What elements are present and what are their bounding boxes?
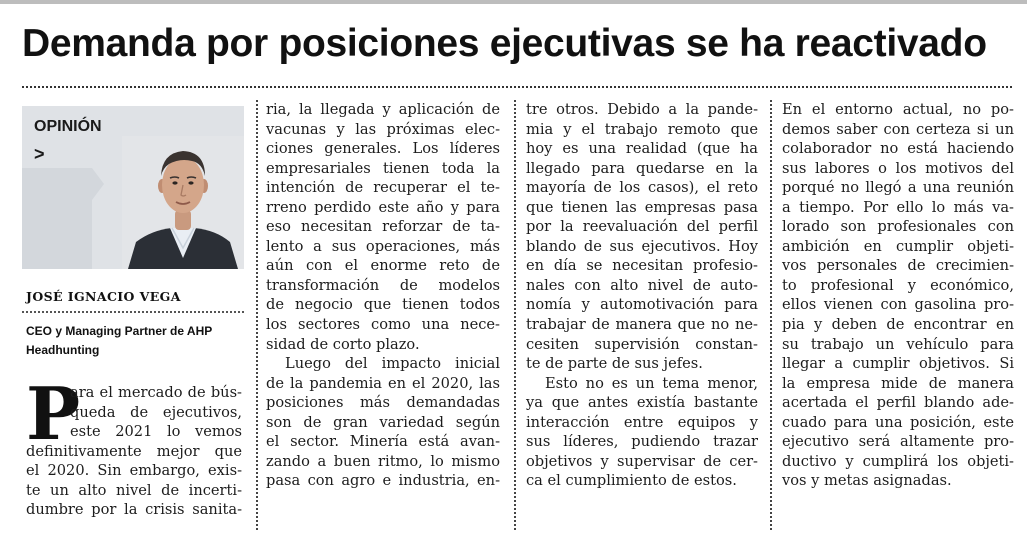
chevron-right-icon: > bbox=[34, 144, 45, 164]
text-line: lorado son profesionales con bbox=[782, 218, 1014, 236]
text-line: de la pandemia en el 2020, las bbox=[266, 374, 500, 392]
text-line: nales con alto nivel de auto- bbox=[526, 276, 758, 294]
text-line: vos y metas asignadas. bbox=[782, 472, 952, 490]
text-line: sidad de corto plazo. bbox=[266, 335, 420, 353]
headline-divider bbox=[22, 86, 1012, 88]
text-line: mayoría de los casos), el reto bbox=[526, 179, 758, 197]
text-line: demos saber con certeza si un bbox=[782, 120, 1014, 138]
text-line: empresariales tienen toda la bbox=[266, 159, 500, 177]
text-line: el sector. Minería está avan- bbox=[266, 433, 500, 451]
text-line: este 2021 lo vemos bbox=[70, 423, 242, 441]
text-line: te de parte de sus jefes. bbox=[526, 355, 703, 373]
text-line: definitivamente mejor que bbox=[26, 442, 242, 460]
author-divider bbox=[22, 311, 244, 313]
text-line: que tienen las empresas pasa bbox=[526, 198, 758, 216]
text-line: vos personales de crecimien- bbox=[782, 257, 1014, 275]
text-line: zando a buen ritmo, lo mismo bbox=[266, 452, 500, 470]
text-line: vacunas y las próximas elec- bbox=[266, 120, 500, 138]
text-line: cuado para una posición, este bbox=[782, 413, 1014, 431]
text-line: En el entorno actual, no po- bbox=[782, 101, 1014, 118]
text-line: tre otros. Debido a la pande- bbox=[526, 101, 758, 118]
text-line: colaborador no está haciendo bbox=[782, 140, 1014, 158]
text-line: el 2020. Sin embargo, exis- bbox=[26, 462, 242, 480]
text-line: aún con el enorme reto de bbox=[266, 257, 500, 275]
text-line: son de gran variedad según bbox=[266, 413, 500, 431]
text-line: sus líderes, pudiendo trazar bbox=[526, 433, 758, 451]
text-line: a tiempo. Por ello lo más va- bbox=[782, 198, 1014, 216]
text-line: porqué no llegó a una reunión bbox=[782, 179, 1014, 197]
text-line: ria, la llegada y aplicación de bbox=[266, 101, 500, 118]
text-line: trabajar de manera que no ne- bbox=[526, 316, 758, 334]
text-line: blando de sus ejecutivos. Hoy bbox=[526, 237, 758, 255]
headline: Demanda por posiciones ejecutivas se ha reactivado bbox=[22, 22, 987, 65]
author-photo bbox=[122, 136, 244, 269]
text-line: ejecutivo será altamente pro- bbox=[782, 433, 1014, 451]
text-line: sus labores o los motivos del bbox=[782, 159, 1014, 177]
text-line: te un alto nivel de incerti- bbox=[26, 481, 242, 499]
text-line: en día se necesitan profesio- bbox=[526, 257, 758, 275]
drop-cap: P bbox=[26, 371, 81, 456]
text-line: intención de recuperar el te- bbox=[266, 179, 500, 197]
text-line: la empresa mide de manera bbox=[782, 374, 1014, 392]
text-line: mia y el trabajo remoto que bbox=[526, 120, 758, 138]
text-line: interacción entre equipos y bbox=[526, 413, 758, 431]
text-line: rreno perdido este año y para bbox=[266, 198, 500, 216]
text-line: los sectores como una nece- bbox=[266, 316, 500, 334]
text-line: ca el cumplimiento de estos. bbox=[526, 472, 737, 490]
text-line: ciones generales. Los líderes bbox=[266, 140, 500, 158]
text-line: llegar a cumplir objetivos. Si bbox=[782, 355, 1014, 373]
text-line: llegado para quedarse en la bbox=[526, 159, 758, 177]
text-line: ya que antes existía bastante bbox=[526, 394, 758, 412]
text-line: pasa con agro e industria, en- bbox=[266, 472, 500, 490]
text-line: cesiten supervisión constan- bbox=[526, 335, 758, 353]
column-divider-3 bbox=[770, 100, 772, 530]
article-column-2 bbox=[266, 100, 500, 491]
text-line: Luego del impacto inicial bbox=[285, 355, 500, 373]
text-line: dumbre por la crisis sanita- bbox=[26, 501, 242, 519]
text-line: ellos vienen con gasolina pro- bbox=[782, 296, 1014, 314]
text-line: pia y deben de encontrar en bbox=[782, 316, 1014, 334]
text-line: nomía y automotivación para bbox=[526, 296, 758, 314]
text-line: ara el mercado de bús- bbox=[70, 384, 242, 401]
article-column-3 bbox=[526, 100, 758, 491]
text-line: su trabajo un vehículo para bbox=[782, 335, 1014, 353]
author-role bbox=[26, 322, 248, 360]
text-line: ambición en cumplir objeti- bbox=[782, 237, 1014, 255]
text-line: ductivo y cumplirá los objeti- bbox=[782, 452, 1014, 470]
column-divider-1 bbox=[256, 100, 258, 530]
author-name: JOSÉ IGNACIO VEGA bbox=[26, 289, 181, 304]
text-line: to profesional y económico, bbox=[782, 276, 1014, 294]
text-line: eso necesitan reforzar de ta- bbox=[266, 218, 500, 236]
text-line: transformación de modelos bbox=[266, 276, 500, 294]
opinion-box bbox=[22, 106, 244, 269]
article-column-4 bbox=[782, 100, 1014, 491]
article-column-1 bbox=[26, 383, 242, 520]
text-line: objetivos y supervisar de cer- bbox=[526, 452, 758, 470]
top-border bbox=[0, 0, 1027, 4]
column-divider-2 bbox=[514, 100, 516, 530]
text-line: acertada el perfil blando ade- bbox=[782, 394, 1014, 412]
author-role-line: Headhunting bbox=[26, 343, 100, 357]
author-role-line: CEO y Managing Partner de AHP bbox=[26, 324, 213, 338]
text-line: lento a sus operaciones, más bbox=[266, 237, 500, 255]
speech-bubble-graphic bbox=[22, 168, 122, 269]
text-line: queda de ejecutivos, bbox=[70, 403, 242, 421]
text-line: por la reevaluación del perfil bbox=[526, 218, 758, 236]
text-line: hoy es una realidad (que ha bbox=[526, 140, 758, 158]
text-line: Esto no es un tema menor, bbox=[545, 374, 758, 392]
text-line: de negocio que tienen todos bbox=[266, 296, 500, 314]
opinion-label: OPINIÓN bbox=[34, 118, 102, 135]
text-line: posiciones más demandadas bbox=[266, 394, 500, 412]
